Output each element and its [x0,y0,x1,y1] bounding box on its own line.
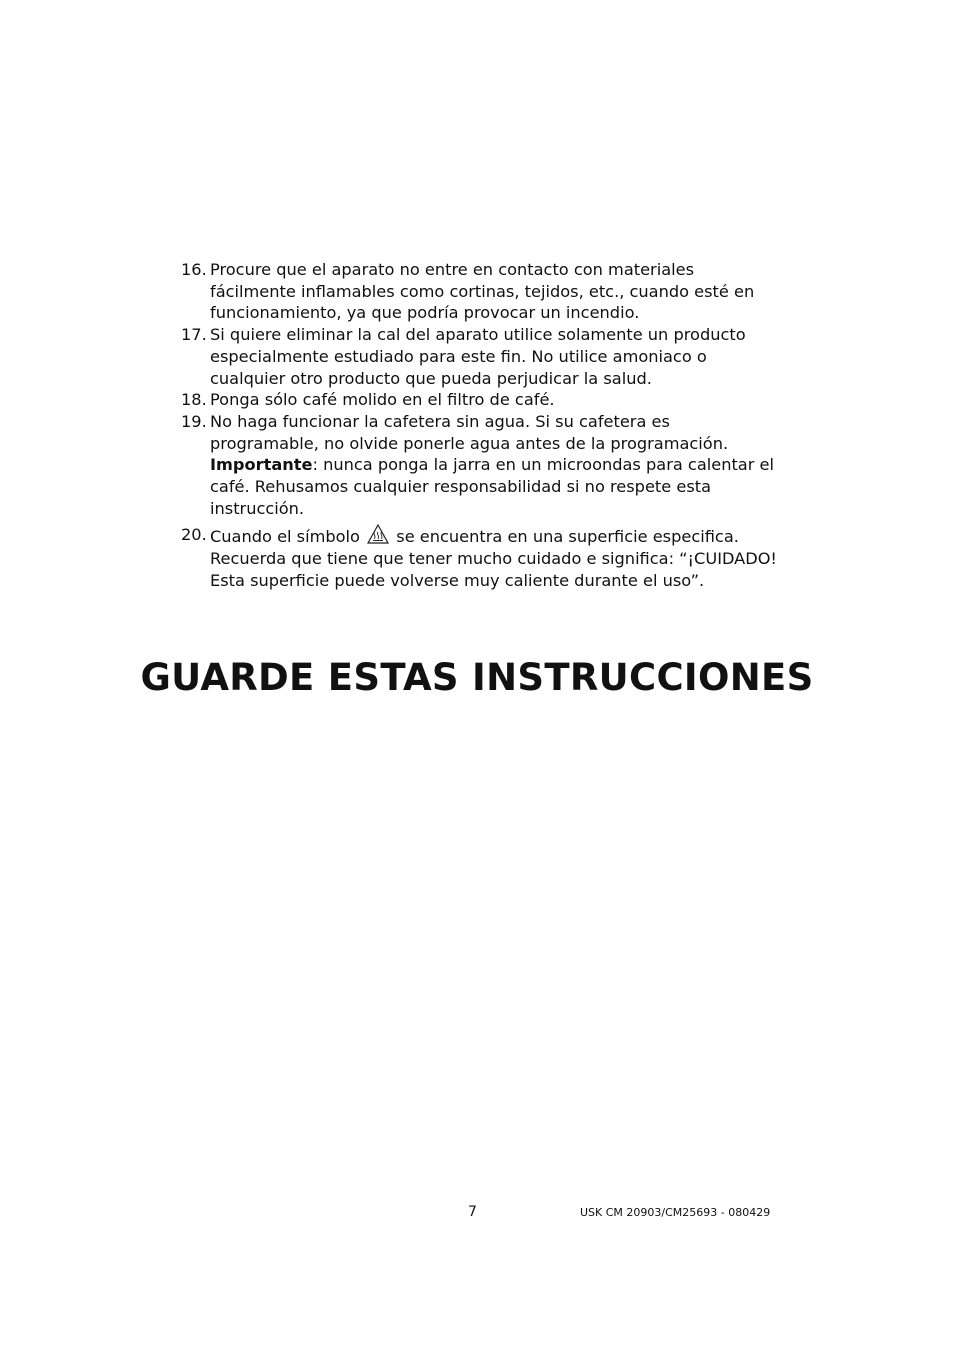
page-number: 7 [468,1204,477,1220]
item-number: 19. [181,411,207,431]
item-text-part: No haga funcionar la cafetera sin agua. Si su cafetera es programable, no olvide ponerle agua antes de la programación. [210,411,729,453]
list-item [181,259,781,324]
hot-surface-warning-icon [367,524,389,544]
page-heading: GUARDE ESTAS INSTRUCCIONES [140,656,814,699]
item-text: Ponga sólo café molido en el filtro de café. [210,390,555,410]
item-text [210,524,781,591]
list-item [181,411,781,520]
instruction-list [181,259,781,592]
item-number: 18. [181,390,207,410]
item-text: Si quiere eliminar la cal del aparato utilice solamente un producto especialmente estudiado para este fin. No utilice amoniaco o cualquier otro producto que pueda perjudicar la salud. [210,325,746,388]
item-text-part: Cuando el símbolo [210,527,360,547]
list-item [181,324,781,389]
list-item [181,524,781,591]
item-text-part: se encuentra en una superficie especifica. Recuerda que tiene que tener mucho cuidado e significa: “¡CUIDADO! Esta superficie puede volverse muy caliente durante el uso”. [210,527,777,590]
item-text-part: : nunca ponga la jarra en un microondas para calentar el café. Rehusamos cualquier responsabilidad si no respete esta instrucción. [210,455,774,518]
item-number: 16. [181,260,207,279]
item-number: 20. [181,525,207,545]
document-code: USK CM 20903/CM25693 - 080429 [580,1206,771,1219]
list-item [181,389,781,411]
item-text [210,411,781,520]
important-label: Importante [210,455,313,475]
item-text: Procure que el aparato no entre en contacto con materiales fácilmente inflamables como cortinas, tejidos, etc., cuando esté en funcionamiento, ya que podría provocar un incendio. [210,260,755,323]
item-number: 17. [181,325,207,345]
